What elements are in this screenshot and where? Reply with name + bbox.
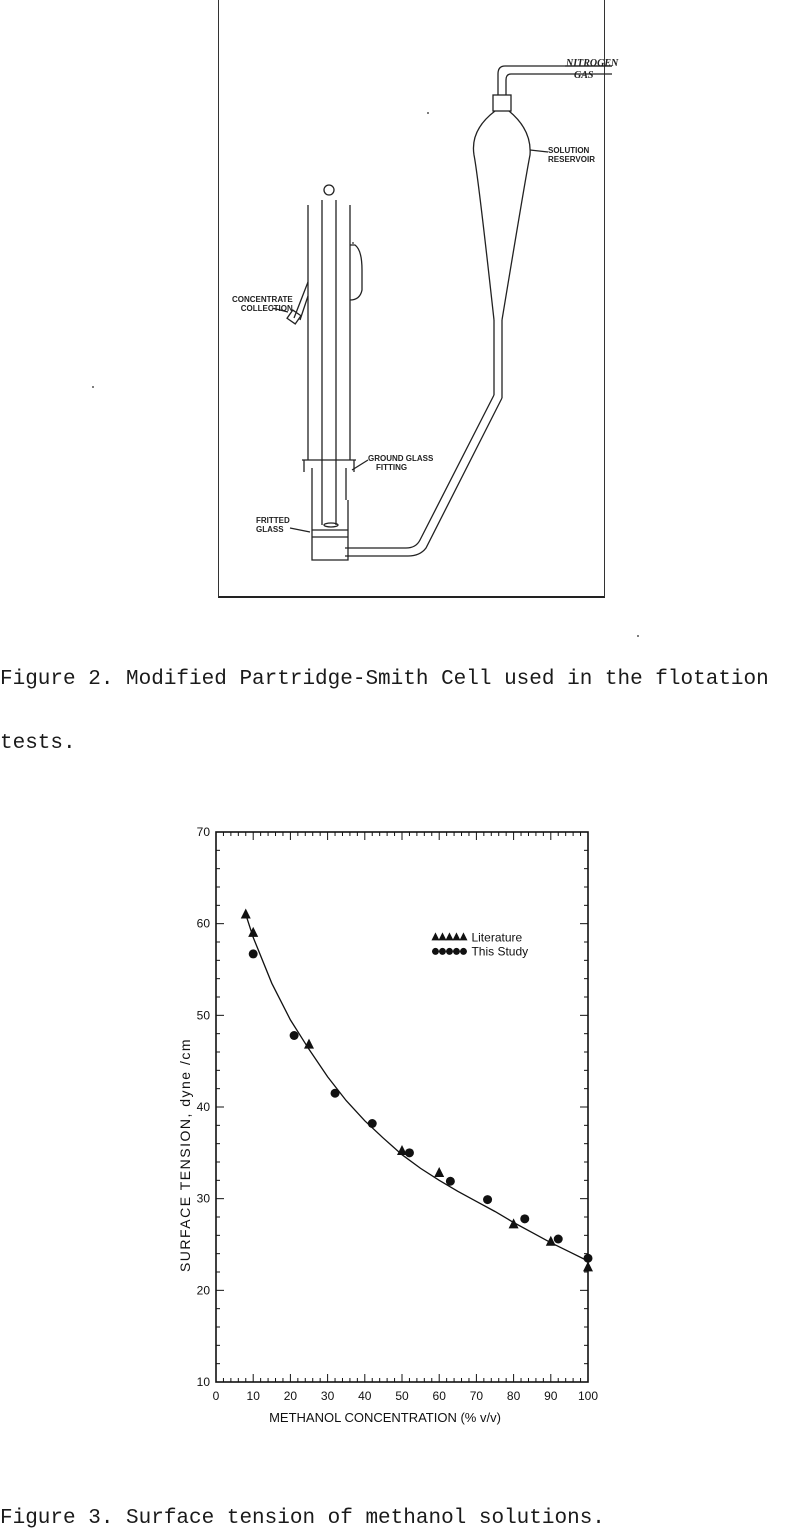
this-study-point [290, 1031, 299, 1040]
figure2-caption-line2: tests. [0, 732, 76, 755]
x-tick-label: 60 [432, 1389, 446, 1403]
this-study-point [584, 1254, 593, 1263]
y-axis-label: SURFACE TENSION, dyne /cm [177, 1037, 193, 1273]
literature-point [241, 909, 251, 919]
x-tick-label: 30 [320, 1389, 335, 1403]
x-tick-label: 80 [506, 1389, 521, 1403]
scan-speck [92, 386, 94, 388]
legend-literature-marker [459, 932, 467, 940]
nitrogen-gas-label [566, 58, 618, 82]
x-tick-label: 20 [283, 1389, 298, 1403]
ground-glass-label-line1: GROUND GLASS [368, 454, 434, 463]
figure2-caption-line1: Figure 2. Modified Partridge-Smith Cell used in the flotation [0, 668, 769, 691]
reservoir-label-line2: RESERVOIR [548, 155, 595, 164]
legend-literature-marker [445, 932, 453, 940]
y-tick-label: 20 [196, 1283, 210, 1298]
x-tick-label: 100 [577, 1389, 599, 1403]
y-tick-label: 30 [196, 1191, 210, 1206]
legend-this-study-marker [446, 948, 453, 955]
this-study-point [331, 1089, 340, 1098]
x-tick-label: 10 [246, 1389, 260, 1403]
partridge-smith-cell-diagram [0, 0, 800, 600]
scan-speck [637, 635, 639, 637]
scan-speck [352, 242, 354, 244]
plot-frame [216, 832, 588, 1382]
x-tick-label: 70 [469, 1389, 484, 1403]
this-study-point [554, 1235, 563, 1244]
y-tick-label: 70 [196, 825, 210, 839]
fritted-label-line1: FRITTED [256, 516, 290, 525]
legend-this-study-marker [460, 948, 467, 955]
ground-glass-fitting-label [368, 454, 433, 472]
concentrate-label-line2: COLLECTION [240, 304, 293, 313]
fritted-label-line2: GLASS [256, 525, 284, 534]
y-tick-label: 50 [196, 1008, 210, 1023]
scan-speck [427, 112, 429, 114]
this-study-point [483, 1195, 492, 1204]
figure3-caption: Figure 3. Surface tension of methanol solutions. [0, 1507, 605, 1530]
concentrate-label-line1: CONCENTRATE [232, 295, 293, 304]
legend-this-study-marker [453, 948, 460, 955]
this-study-point [368, 1119, 377, 1128]
fritted-glass-label [256, 516, 290, 534]
legend-this-study-marker [432, 948, 439, 955]
y-tick-label: 40 [196, 1100, 210, 1114]
legend-label: Literature [471, 930, 523, 945]
legend-this-study-marker [439, 948, 446, 955]
this-study-point [520, 1214, 529, 1223]
y-tick-label: 60 [196, 916, 210, 931]
x-tick-label: 0 [212, 1389, 220, 1403]
y-tick-label: 10 [196, 1375, 210, 1389]
ground-glass-label-line2: FITTING [376, 463, 408, 472]
x-tick-label: 50 [395, 1389, 409, 1403]
nitrogen-label-line1: NITROGEN [566, 58, 619, 69]
x-axis-label: METHANOL CONCENTRATION (% v/v) [269, 1410, 501, 1425]
solution-reservoir-label [548, 146, 595, 164]
legend-literature-marker [431, 932, 439, 940]
surface-tension-chart [160, 810, 620, 1450]
this-study-point [446, 1177, 455, 1186]
nitrogen-label-line2: GAS [574, 70, 594, 81]
concentrate-collection-label [232, 295, 293, 313]
fitted-curve-line [246, 915, 588, 1262]
x-tick-label: 90 [544, 1389, 558, 1403]
legend-literature-marker [452, 932, 460, 940]
legend-literature-marker [438, 932, 446, 940]
this-study-point [249, 949, 258, 958]
reservoir-label-line1: SOLUTION [548, 146, 590, 155]
legend-label: This Study [471, 944, 529, 959]
this-study-point [405, 1148, 414, 1157]
literature-point [583, 1261, 593, 1271]
literature-point [434, 1167, 444, 1177]
x-tick-label: 40 [358, 1389, 372, 1403]
